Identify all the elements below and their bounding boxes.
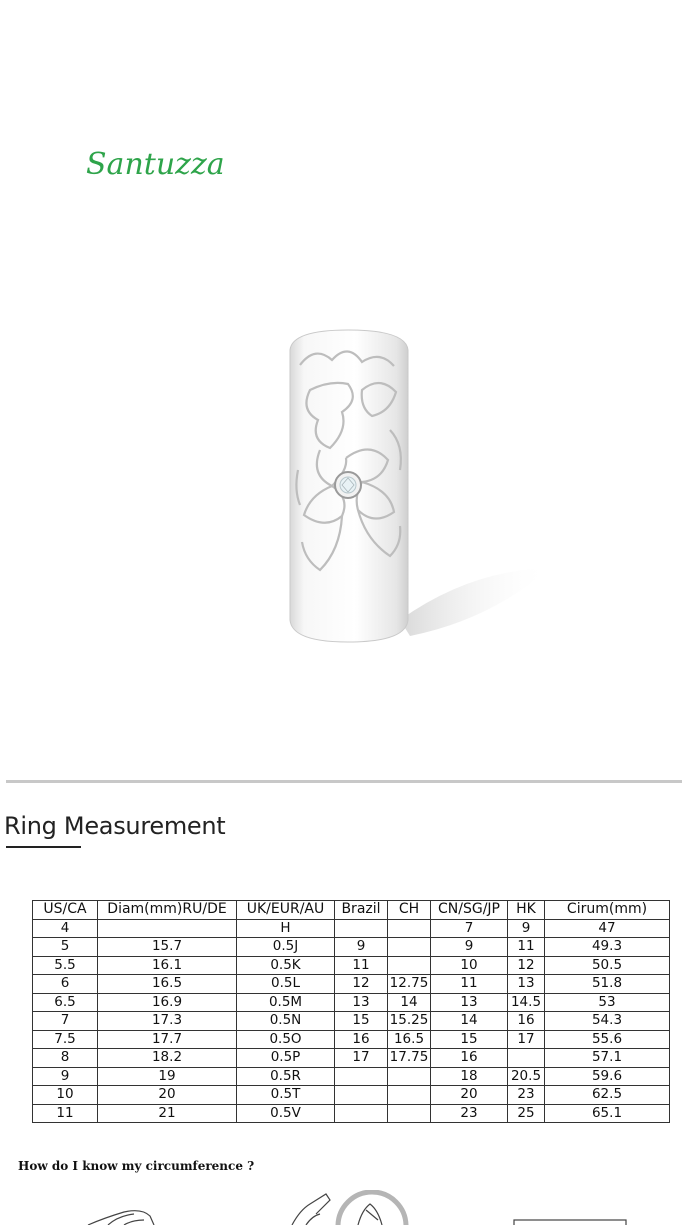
table-cell: 23	[431, 1104, 508, 1123]
col-us-ca: US/CA	[33, 901, 98, 920]
table-cell: 12	[335, 975, 388, 994]
brand-logo	[84, 140, 224, 192]
table-cell: 13	[508, 975, 545, 994]
table-row	[33, 956, 670, 975]
table-cell: 11	[33, 1104, 98, 1123]
table-cell: 17.75	[388, 1049, 431, 1068]
table-cell: 59.6	[545, 1067, 670, 1086]
table-cell: 11	[335, 956, 388, 975]
table-row	[33, 1067, 670, 1086]
circumference-question: How do I know my circumference ?	[18, 1159, 255, 1173]
table-cell: 9	[508, 919, 545, 938]
table-row	[33, 919, 670, 938]
col-cn-sg-jp: CN/SG/JP	[431, 901, 508, 920]
table-cell: 25	[508, 1104, 545, 1123]
table-cell: 51.8	[545, 975, 670, 994]
table-cell: 20.5	[508, 1067, 545, 1086]
table-cell: 7	[33, 1012, 98, 1031]
hand-measure-illustration	[84, 1190, 164, 1225]
table-cell: 55.6	[545, 1030, 670, 1049]
table-cell: 16	[335, 1030, 388, 1049]
table-cell	[335, 1067, 388, 1086]
table-cell: 16.9	[98, 993, 237, 1012]
table-cell: 14	[431, 1012, 508, 1031]
table-cell	[335, 1104, 388, 1123]
table-cell: 12	[508, 956, 545, 975]
table-cell	[508, 1049, 545, 1068]
table-row	[33, 1030, 670, 1049]
ruler-illustration	[512, 1190, 628, 1225]
table-header-row	[33, 901, 670, 920]
table-cell: 23	[508, 1086, 545, 1105]
table-cell	[388, 1086, 431, 1105]
brand-logo-text: Santuzza	[86, 147, 224, 182]
table-cell: 16	[431, 1049, 508, 1068]
table-cell: 8	[33, 1049, 98, 1068]
table-cell: 10	[431, 956, 508, 975]
table-cell: 5	[33, 938, 98, 957]
table-cell: 62.5	[545, 1086, 670, 1105]
table-cell: 13	[431, 993, 508, 1012]
table-cell	[388, 919, 431, 938]
table-cell: 7	[431, 919, 508, 938]
table-cell: 19	[98, 1067, 237, 1086]
table-cell: 10	[33, 1086, 98, 1105]
table-cell: 0.5P	[237, 1049, 335, 1068]
table-cell	[335, 919, 388, 938]
ring-size-table	[32, 900, 670, 1123]
table-cell: 11	[431, 975, 508, 994]
table-cell: 0.5N	[237, 1012, 335, 1031]
table-cell: 49.3	[545, 938, 670, 957]
col-ch: CH	[388, 901, 431, 920]
table-cell: 18	[431, 1067, 508, 1086]
table-cell: 9	[335, 938, 388, 957]
table-cell	[335, 1086, 388, 1105]
table-cell: 15	[335, 1012, 388, 1031]
table-cell: 14.5	[508, 993, 545, 1012]
table-cell: 20	[431, 1086, 508, 1105]
table-cell: 17.7	[98, 1030, 237, 1049]
table-row	[33, 993, 670, 1012]
table-cell: 5.5	[33, 956, 98, 975]
pen-mark-illustration	[286, 1190, 412, 1225]
table-cell: 6.5	[33, 993, 98, 1012]
table-cell: 14	[388, 993, 431, 1012]
table-cell	[388, 956, 431, 975]
table-cell	[388, 1067, 431, 1086]
table-cell: 9	[431, 938, 508, 957]
table-cell: 16	[508, 1012, 545, 1031]
table-cell: 16.5	[388, 1030, 431, 1049]
table-cell: 15	[431, 1030, 508, 1049]
table-cell: 0.5O	[237, 1030, 335, 1049]
table-row	[33, 975, 670, 994]
col-brazil: Brazil	[335, 901, 388, 920]
table-cell: 18.2	[98, 1049, 237, 1068]
table-cell	[98, 919, 237, 938]
table-cell: 50.5	[545, 956, 670, 975]
table-cell: 16.1	[98, 956, 237, 975]
table-cell: 17.3	[98, 1012, 237, 1031]
table-cell: 9	[33, 1067, 98, 1086]
table-row	[33, 938, 670, 957]
table-row	[33, 1104, 670, 1123]
table-cell: 53	[545, 993, 670, 1012]
table-row	[33, 1086, 670, 1105]
table-cell: 57.1	[545, 1049, 670, 1068]
table-cell: H	[237, 919, 335, 938]
product-image	[270, 320, 570, 660]
section-title-underline	[6, 846, 81, 848]
table-cell: 0.5T	[237, 1086, 335, 1105]
table-cell: 21	[98, 1104, 237, 1123]
table-cell: 7.5	[33, 1030, 98, 1049]
table-cell: 17	[508, 1030, 545, 1049]
table-cell: 16.5	[98, 975, 237, 994]
table-cell: 11	[508, 938, 545, 957]
col-uk-eur-au: UK/EUR/AU	[237, 901, 335, 920]
col-hk: HK	[508, 901, 545, 920]
table-row	[33, 1012, 670, 1031]
table-cell: 4	[33, 919, 98, 938]
section-divider	[6, 780, 682, 783]
table-cell: 0.5K	[237, 956, 335, 975]
table-cell: 0.5V	[237, 1104, 335, 1123]
section-title: Ring Measurement	[4, 812, 226, 840]
table-cell	[388, 1104, 431, 1123]
table-cell: 15.25	[388, 1012, 431, 1031]
table-cell: 20	[98, 1086, 237, 1105]
col-circum: Cirum(mm)	[545, 901, 670, 920]
table-cell: 0.5L	[237, 975, 335, 994]
table-cell: 47	[545, 919, 670, 938]
table-cell: 54.3	[545, 1012, 670, 1031]
table-cell: 6	[33, 975, 98, 994]
col-diam: Diam(mm)RU/DE	[98, 901, 237, 920]
table-row	[33, 1049, 670, 1068]
table-cell: 13	[335, 993, 388, 1012]
table-cell: 17	[335, 1049, 388, 1068]
table-cell: 15.7	[98, 938, 237, 957]
table-cell: 0.5M	[237, 993, 335, 1012]
table-cell	[388, 938, 431, 957]
table-cell: 12.75	[388, 975, 431, 994]
table-cell: 0.5J	[237, 938, 335, 957]
table-cell: 0.5R	[237, 1067, 335, 1086]
table-cell: 65.1	[545, 1104, 670, 1123]
